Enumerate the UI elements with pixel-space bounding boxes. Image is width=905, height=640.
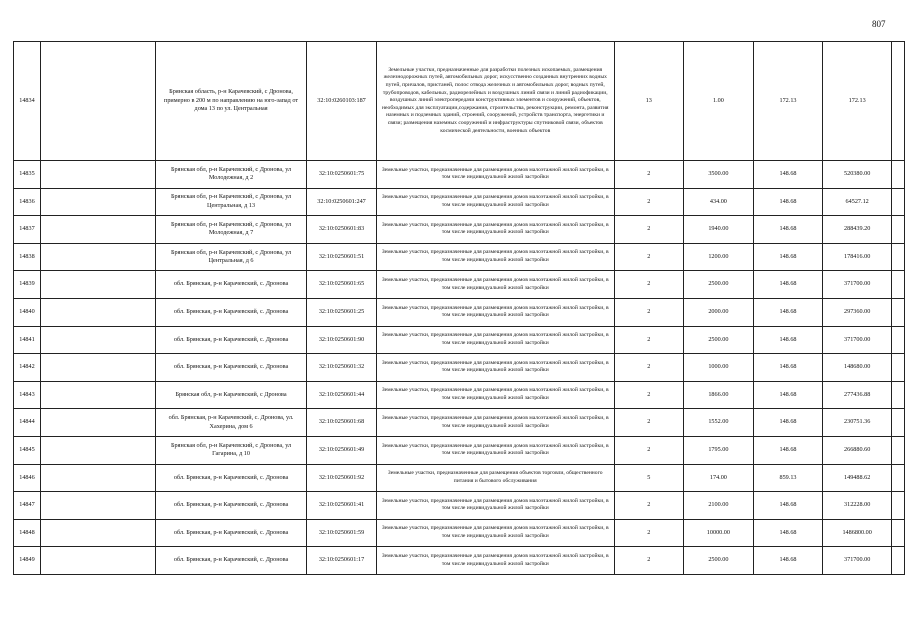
table-row	[14, 464, 905, 492]
address-cell: обл. Брянская, р-н Карачевский, с. Дронова	[156, 492, 307, 520]
group-cell: 5	[614, 464, 684, 492]
cadastral-number-cell: 32:10:0250601:83	[307, 216, 377, 244]
address-cell: Брянская обл, р-н Карачевский, с Дронова, ул Центральная, д 6	[156, 243, 307, 271]
area-cell: 1.00	[684, 42, 754, 161]
blank-cell	[40, 492, 155, 520]
cadastral-value-cell: 64527.12	[823, 188, 892, 216]
group-cell: 2	[614, 381, 684, 409]
blank-cell	[40, 188, 155, 216]
table-row	[14, 326, 905, 354]
land-use-cell: Земельные участки, предназначенные для размещения домов малоэтажной жилой застройки, в том числе индивидуальной жилой застройки	[376, 161, 614, 189]
table-row	[14, 519, 905, 547]
rate-cell: 148.68	[753, 436, 823, 464]
margin-cell	[892, 161, 905, 189]
cadastral-number-cell: 32:10:0250601:32	[307, 354, 377, 382]
table-row	[14, 436, 905, 464]
cadastral-value-cell: 149488.62	[823, 464, 892, 492]
blank-cell	[40, 161, 155, 189]
address-cell: обл. Брянская, р-н Карачевский, с. Дронова	[156, 464, 307, 492]
row-number: 14837	[14, 216, 41, 244]
area-cell: 434.00	[684, 188, 754, 216]
cadastral-number-cell: 32:10:0250601:49	[307, 436, 377, 464]
cadastral-value-cell: 1486800.00	[823, 519, 892, 547]
area-cell: 1940.00	[684, 216, 754, 244]
group-cell: 2	[614, 161, 684, 189]
table-row	[14, 161, 905, 189]
area-cell: 2000.00	[684, 298, 754, 326]
margin-cell	[892, 326, 905, 354]
cadastral-number-cell: 32:10:0250601:65	[307, 271, 377, 299]
row-number: 14839	[14, 271, 41, 299]
row-number: 14842	[14, 354, 41, 382]
row-number: 14841	[14, 326, 41, 354]
cadastral-number-cell: 32:10:0250601:44	[307, 381, 377, 409]
rate-cell: 148.68	[753, 547, 823, 575]
land-use-cell: Земельные участки, предназначенные для разработки полезных ископаемых, размещения железнодорожных путей, автомобильных дорог, искусственно созданных внутренних водных путей, причалов, пристаней, полос отвода железных и автомобильных дорог, водных путей, трубопроводов, кабельных, радиорелейных и воздушных линий связи и линий радиофикации, воздушных линий электропередачи конструктивных элементов и сооружений, объектов, необходимых для эксплуатации,содержания, строительства, реконструкции, ремонта, развития наземных и подземных зданий, строений, сооружений, устройств транспорта, энергетики и связи; размещения наземных сооружений и инфраструктуры спутниковой связи, объектов космической деятельности, военных объектов	[376, 42, 614, 161]
rate-cell: 148.68	[753, 409, 823, 437]
cadastral-number-cell: 32:10:0250601:68	[307, 409, 377, 437]
margin-cell	[892, 381, 905, 409]
cadastral-value-cell: 371700.00	[823, 271, 892, 299]
group-cell: 2	[614, 492, 684, 520]
blank-cell	[40, 326, 155, 354]
rate-cell: 148.68	[753, 354, 823, 382]
blank-cell	[40, 216, 155, 244]
group-cell: 2	[614, 243, 684, 271]
land-use-cell: Земельные участки, предназначенные для размещения объектов торговли, общественного питания и бытового обслуживания	[376, 464, 614, 492]
table-row	[14, 271, 905, 299]
cadastral-value-cell: 148680.00	[823, 354, 892, 382]
address-cell: обл. Брянская, р-н Карачевский, с. Дронова	[156, 326, 307, 354]
cadastral-value-cell: 172.13	[823, 42, 892, 161]
land-use-cell: Земельные участки, предназначенные для размещения домов малоэтажной жилой застройки, в том числе индивидуальной жилой застройки	[376, 216, 614, 244]
row-number: 14845	[14, 436, 41, 464]
margin-cell	[892, 519, 905, 547]
table-row	[14, 547, 905, 575]
land-use-cell: Земельные участки, предназначенные для размещения домов малоэтажной жилой застройки, в том числе индивидуальной жилой застройки	[376, 436, 614, 464]
land-use-cell: Земельные участки, предназначенные для размещения домов малоэтажной жилой застройки, в том числе индивидуальной жилой застройки	[376, 298, 614, 326]
cadastral-number-cell: 32:10:0250601:17	[307, 547, 377, 575]
rate-cell: 148.68	[753, 519, 823, 547]
table-row	[14, 354, 905, 382]
cadastral-number-cell: 32:10:0250601:75	[307, 161, 377, 189]
table-row	[14, 188, 905, 216]
rate-cell: 148.68	[753, 161, 823, 189]
rate-cell: 148.68	[753, 326, 823, 354]
margin-cell	[892, 436, 905, 464]
cadastral-value-cell: 371700.00	[823, 547, 892, 575]
rate-cell: 148.68	[753, 271, 823, 299]
table-row	[14, 298, 905, 326]
land-use-cell: Земельные участки, предназначенные для размещения домов малоэтажной жилой застройки, в том числе индивидуальной жилой застройки	[376, 409, 614, 437]
group-cell: 2	[614, 519, 684, 547]
address-cell: Брянская обл, р-н Карачевский, с Дронова, ул Молодежная, д 2	[156, 161, 307, 189]
land-use-cell: Земельные участки, предназначенные для размещения домов малоэтажной жилой застройки, в том числе индивидуальной жилой застройки	[376, 381, 614, 409]
row-number: 14835	[14, 161, 41, 189]
group-cell: 2	[614, 354, 684, 382]
area-cell: 2500.00	[684, 271, 754, 299]
area-cell: 1795.00	[684, 436, 754, 464]
area-cell: 2500.00	[684, 547, 754, 575]
area-cell: 10000.00	[684, 519, 754, 547]
land-use-cell: Земельные участки, предназначенные для размещения домов малоэтажной жилой застройки, в том числе индивидуальной жилой застройки	[376, 243, 614, 271]
area-cell: 174.00	[684, 464, 754, 492]
rate-cell: 172.13	[753, 42, 823, 161]
row-number: 14844	[14, 409, 41, 437]
margin-cell	[892, 354, 905, 382]
table-row	[14, 409, 905, 437]
land-use-cell: Земельные участки, предназначенные для размещения домов малоэтажной жилой застройки, в том числе индивидуальной жилой застройки	[376, 326, 614, 354]
margin-cell	[892, 271, 905, 299]
table-row	[14, 381, 905, 409]
land-use-cell: Земельные участки, предназначенные для размещения домов малоэтажной жилой застройки, в том числе индивидуальной жилой застройки	[376, 354, 614, 382]
group-cell: 2	[614, 271, 684, 299]
address-cell: обл. Брянская, р-н Карачевский, с. Дронова	[156, 298, 307, 326]
margin-cell	[892, 188, 905, 216]
cadastral-value-cell: 266880.60	[823, 436, 892, 464]
cadastral-value-cell: 297360.00	[823, 298, 892, 326]
rate-cell: 148.68	[753, 216, 823, 244]
group-cell: 2	[614, 436, 684, 464]
page-number: 807	[872, 19, 886, 29]
table-row	[14, 492, 905, 520]
area-cell: 2500.00	[684, 326, 754, 354]
blank-cell	[40, 409, 155, 437]
group-cell: 2	[614, 326, 684, 354]
cadastral-number-cell: 32:10:0250601:41	[307, 492, 377, 520]
address-cell: Брянская обл, р-н Карачевский, с Дронова, ул Гагарина, д 10	[156, 436, 307, 464]
rate-cell: 859.13	[753, 464, 823, 492]
cadastral-number-cell: 32:10:0250601:90	[307, 326, 377, 354]
blank-cell	[40, 42, 155, 161]
area-cell: 1866.00	[684, 381, 754, 409]
row-number: 14846	[14, 464, 41, 492]
row-number: 14847	[14, 492, 41, 520]
blank-cell	[40, 381, 155, 409]
row-number: 14838	[14, 243, 41, 271]
blank-cell	[40, 271, 155, 299]
blank-cell	[40, 354, 155, 382]
table-row	[14, 42, 905, 161]
group-cell: 2	[614, 298, 684, 326]
cadastral-value-cell: 520380.00	[823, 161, 892, 189]
group-cell: 2	[614, 216, 684, 244]
row-number: 14848	[14, 519, 41, 547]
blank-cell	[40, 464, 155, 492]
cadastral-value-cell: 277436.88	[823, 381, 892, 409]
cadastral-value-cell: 178416.00	[823, 243, 892, 271]
margin-cell	[892, 492, 905, 520]
rate-cell: 148.68	[753, 381, 823, 409]
address-cell: обл. Брянская, р-н Карачевский, с. Дронова	[156, 271, 307, 299]
rate-cell: 148.68	[753, 243, 823, 271]
row-number: 14849	[14, 547, 41, 575]
land-use-cell: Земельные участки, предназначенные для размещения домов малоэтажной жилой застройки, в том числе индивидуальной жилой застройки	[376, 492, 614, 520]
address-cell: Брянская обл, р-н Карачевский, с Дронова, ул Центральная, д 13	[156, 188, 307, 216]
blank-cell	[40, 298, 155, 326]
address-cell: обл. Брянская, р-н Карачевский, с. Дронова, ул. Хахерина, дом 6	[156, 409, 307, 437]
row-number: 14836	[14, 188, 41, 216]
margin-cell	[892, 298, 905, 326]
address-cell: Брянская обл, р-н Карачевский, с Дронова, ул Молодежная, д 7	[156, 216, 307, 244]
address-cell: Брянская обл, р-н Карачевский, с Дронова	[156, 381, 307, 409]
address-cell: обл. Брянская, р-н Карачевский, с. Дронова	[156, 519, 307, 547]
margin-cell	[892, 216, 905, 244]
rate-cell: 148.68	[753, 188, 823, 216]
cadastral-number-cell: 32:10:0250601:92	[307, 464, 377, 492]
row-number: 14840	[14, 298, 41, 326]
address-cell: Брянская область, р-н Карачевский, с Дронова, примерно в 200 м по направлению на юго-запад от дома 13 по ул. Центральная	[156, 42, 307, 161]
margin-cell	[892, 547, 905, 575]
table-row	[14, 243, 905, 271]
group-cell: 13	[614, 42, 684, 161]
row-number: 14843	[14, 381, 41, 409]
group-cell: 2	[614, 188, 684, 216]
land-use-cell: Земельные участки, предназначенные для размещения домов малоэтажной жилой застройки, в том числе индивидуальной жилой застройки	[376, 188, 614, 216]
area-cell: 1552.00	[684, 409, 754, 437]
cadastral-number-cell: 32:10:0250601:59	[307, 519, 377, 547]
rate-cell: 148.68	[753, 492, 823, 520]
group-cell: 2	[614, 547, 684, 575]
margin-cell	[892, 42, 905, 161]
table-row	[14, 216, 905, 244]
cadastral-value-cell: 312228.00	[823, 492, 892, 520]
cadastral-value-cell: 230751.36	[823, 409, 892, 437]
area-cell: 1000.00	[684, 354, 754, 382]
margin-cell	[892, 464, 905, 492]
margin-cell	[892, 409, 905, 437]
blank-cell	[40, 519, 155, 547]
area-cell: 3500.00	[684, 161, 754, 189]
cadastral-value-table	[13, 41, 905, 575]
cadastral-number-cell: 32:10:0250601:25	[307, 298, 377, 326]
blank-cell	[40, 243, 155, 271]
cadastral-value-cell: 288439.20	[823, 216, 892, 244]
address-cell: обл. Брянская, р-н Карачевский, с. Дронова	[156, 547, 307, 575]
margin-cell	[892, 243, 905, 271]
area-cell: 1200.00	[684, 243, 754, 271]
land-use-cell: Земельные участки, предназначенные для размещения домов малоэтажной жилой застройки, в том числе индивидуальной жилой застройки	[376, 547, 614, 575]
cadastral-number-cell: 32:10:0250601:247	[307, 188, 377, 216]
cadastral-number-cell: 32:10:0250601:51	[307, 243, 377, 271]
area-cell: 2100.00	[684, 492, 754, 520]
address-cell: обл. Брянская, р-н Карачевский, с. Дронова	[156, 354, 307, 382]
blank-cell	[40, 436, 155, 464]
cadastral-number-cell: 32:10:0260103:187	[307, 42, 377, 161]
cadastral-value-cell: 371700.00	[823, 326, 892, 354]
group-cell: 2	[614, 409, 684, 437]
row-number: 14834	[14, 42, 41, 161]
blank-cell	[40, 547, 155, 575]
land-use-cell: Земельные участки, предназначенные для размещения домов малоэтажной жилой застройки, в том числе индивидуальной жилой застройки	[376, 519, 614, 547]
land-use-cell: Земельные участки, предназначенные для размещения домов малоэтажной жилой застройки, в том числе индивидуальной жилой застройки	[376, 271, 614, 299]
rate-cell: 148.68	[753, 298, 823, 326]
